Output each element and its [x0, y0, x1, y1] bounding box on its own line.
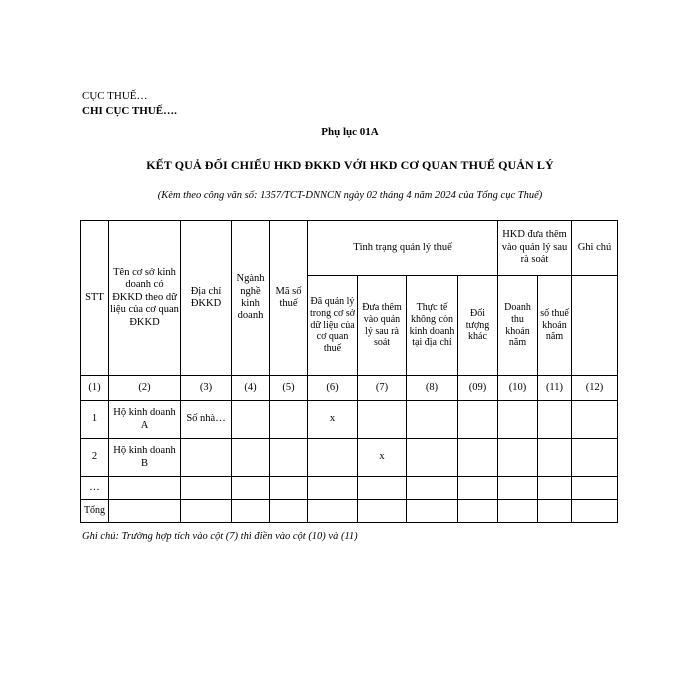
row-note: [572, 439, 618, 477]
column-number: (11): [538, 376, 572, 401]
header-other: Đối tượng khác: [458, 276, 498, 376]
table-row: [81, 401, 618, 439]
column-number: (4): [232, 376, 270, 401]
row-not-operating: [407, 439, 458, 477]
row-managed-mark: x: [308, 401, 358, 439]
reconciliation-table: [80, 220, 618, 523]
column-number: (1): [81, 376, 109, 401]
header-revenue: Doanh thu khoán năm: [498, 276, 538, 376]
header-tax-code: Mã số thuế: [270, 221, 308, 376]
appendix-label: Phụ lục 01A: [321, 126, 379, 138]
column-number: (2): [109, 376, 181, 401]
row-tax-code: [270, 439, 308, 477]
row-industry: [232, 401, 270, 439]
row-added-mark: [358, 401, 407, 439]
header-note: Ghi chú: [572, 221, 618, 276]
row-revenue: [498, 439, 538, 477]
column-number-row: [81, 376, 618, 401]
row-industry: [232, 439, 270, 477]
row-tax-amount: [538, 439, 572, 477]
column-number: (7): [358, 376, 407, 401]
row-tax-amount: [538, 401, 572, 439]
row-revenue: [498, 401, 538, 439]
row-other: [458, 439, 498, 477]
row-not-operating: [407, 401, 458, 439]
document-title: KẾT QUẢ ĐỐI CHIẾU HKD ĐKKD VỚI HKD CƠ QUAN THUẾ QUẢN LÝ: [146, 158, 554, 172]
column-number: (8): [407, 376, 458, 401]
row-stt: 1: [81, 401, 109, 439]
row-address: [181, 439, 232, 477]
column-number: (12): [572, 376, 618, 401]
row-managed-mark: [308, 439, 358, 477]
column-number: (09): [458, 376, 498, 401]
header-industry: Ngành nghề kinh doanh: [232, 221, 270, 376]
header-added-group: HKD đưa thêm vào quản lý sau rà soát: [498, 221, 572, 276]
document-subtitle: (Kèm theo công văn số: 1357/TCT-DNNCN ngày 02 tháng 4 năm 2024 của Tổng cục Thuế): [157, 190, 543, 201]
header-tax-status-group: Tình trạng quản lý thuế: [308, 221, 498, 276]
column-number: (3): [181, 376, 232, 401]
header-managed: Đã quản lý trong cơ sở dữ liệu của cơ quan thuế: [308, 276, 358, 376]
footnote: Ghi chú: Trường hợp tích vào cột (7) thì điền vào cột (10) và (11): [82, 531, 358, 542]
total-label: Tổng: [81, 500, 109, 523]
header-address: Địa chỉ ĐKKD: [181, 221, 232, 376]
header-added: Đưa thêm vào quản lý sau rà soát: [358, 276, 407, 376]
department-name: CỤC THUẾ…: [82, 90, 148, 102]
row-added-mark: x: [358, 439, 407, 477]
total-row: [81, 500, 618, 523]
column-number: (10): [498, 376, 538, 401]
row-other: [458, 401, 498, 439]
row-tax-code: [270, 401, 308, 439]
header-stt: STT: [81, 221, 109, 376]
ellipsis-cell: …: [81, 477, 109, 500]
row-note: [572, 401, 618, 439]
table-row: [81, 439, 618, 477]
header-not-operating: Thực tế không còn kinh doanh tại địa chỉ: [407, 276, 458, 376]
column-number: (6): [308, 376, 358, 401]
ellipsis-row: [81, 477, 618, 500]
header-business-name: Tên cơ sở kinh doanh có ĐKKD theo dữ liệu của cơ quan ĐKKD: [109, 221, 181, 376]
header-note-blank: [572, 276, 618, 376]
sub-department-name: CHI CỤC THUẾ….: [82, 105, 177, 117]
header-tax-amount: số thuế khoán năm: [538, 276, 572, 376]
column-number: (5): [270, 376, 308, 401]
row-business-name: Hộ kinh doanh A: [109, 401, 181, 439]
row-stt: 2: [81, 439, 109, 477]
row-business-name: Hộ kinh doanh B: [109, 439, 181, 477]
row-address: Số nhà…: [181, 401, 232, 439]
